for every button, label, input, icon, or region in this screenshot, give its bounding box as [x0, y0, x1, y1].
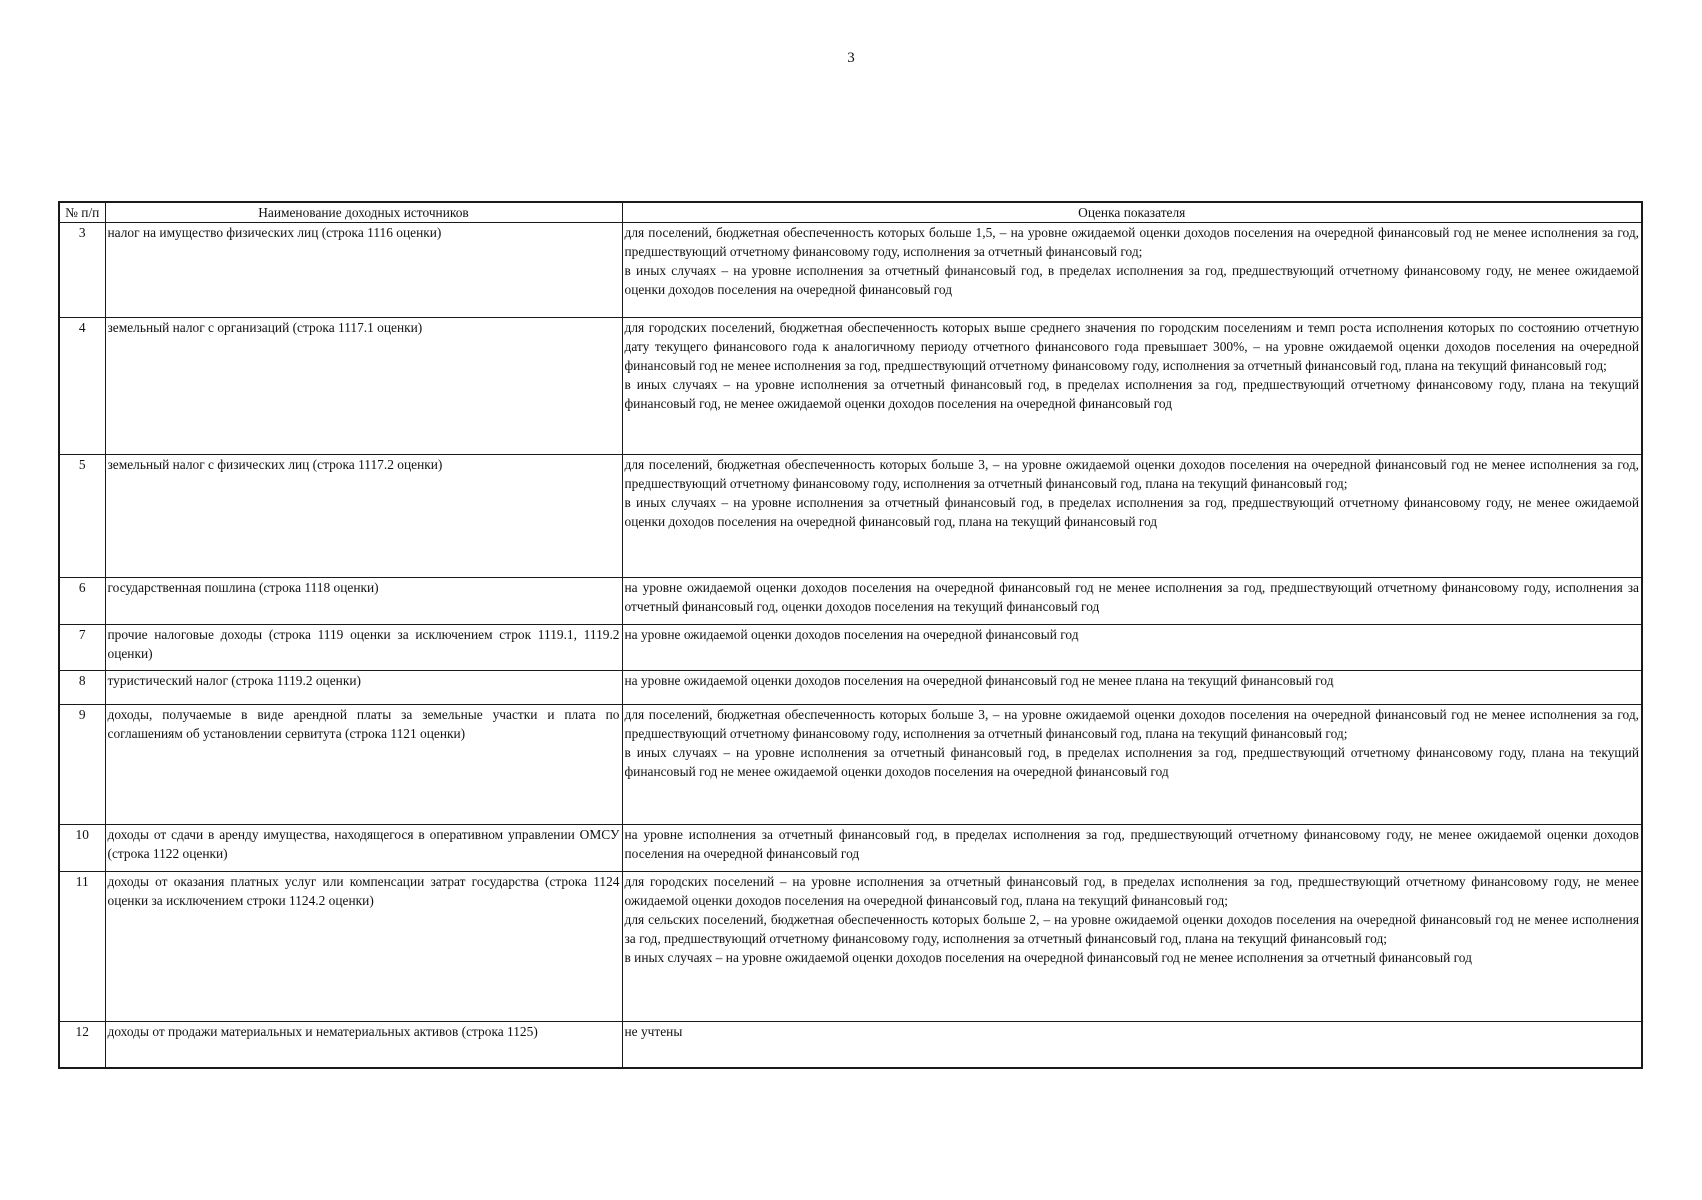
revenue-source-name: государственная пошлина (строка 1118 оценки) — [105, 578, 622, 625]
row-number: 11 — [59, 872, 105, 1022]
revenue-source-name: доходы от оказания платных услуг или компенсации затрат государства (строка 1124 оценки за исключением строки 1124.2 оценки) — [105, 872, 622, 1022]
evaluation-paragraph: для поселений, бюджетная обеспеченность которых больше 1,5, – на уровне ожидаемой оценки доходов поселения на очередной финансовый год не менее исполнения за год, предшествующий отчетному финансовому году, исполнения за отчетный финансовый год; — [624, 225, 1639, 259]
evaluation-cell — [622, 625, 1642, 671]
table-header-row — [59, 202, 1642, 223]
revenue-source-name: земельный налог с физических лиц (строка 1117.2 оценки) — [105, 455, 622, 578]
evaluation-cell — [622, 671, 1642, 705]
evaluation-cell — [622, 825, 1642, 872]
evaluation-paragraph: в иных случаях – на уровне исполнения за отчетный финансовый год, в пределах исполнения за год, предшествующий отчетному финансовому году, не менее ожидаемой оценки доходов поселения на очередной финансовый год, плана на текущий финансовый год — [624, 495, 1639, 529]
revenue-source-name: земельный налог с организаций (строка 1117.1 оценки) — [105, 318, 622, 455]
evaluation-cell — [622, 455, 1642, 578]
row-number: 5 — [59, 455, 105, 578]
table-row — [59, 223, 1642, 318]
table-row — [59, 578, 1642, 625]
table-row — [59, 705, 1642, 825]
table-row — [59, 455, 1642, 578]
evaluation-paragraph: в иных случаях – на уровне ожидаемой оценки доходов поселения на очередной финансовый год не менее исполнения за отчетный финансовый год — [624, 950, 1472, 965]
evaluation-paragraph: для сельских поселений, бюджетная обеспеченность которых больше 2, – на уровне ожидаемой оценки доходов поселения на очередной финансовый год не менее исполнения за год, предшествующий отчетному финансовому году, исполнения за отчетный финансовый год, плана на текущий финансовый год; — [624, 912, 1639, 946]
evaluation-paragraph: на уровне ожидаемой оценки доходов поселения на очередной финансовый год не менее плана на текущий финансовый год — [624, 673, 1334, 688]
evaluation-paragraph: для поселений, бюджетная обеспеченность которых больше 3, – на уровне ожидаемой оценки доходов поселения на очередной финансовый год не менее исполнения за год, предшествующий отчетному финансовому году, исполнения за отчетный финансовый год, плана на текущий финансовый год; — [624, 707, 1639, 741]
row-number: 3 — [59, 223, 105, 318]
row-number: 10 — [59, 825, 105, 872]
header-revenue-source: Наименование доходных источников — [105, 202, 622, 223]
revenue-source-name: доходы, получаемые в виде арендной платы за земельные участки и плата по соглашениям об установлении сервитута (строка 1121 оценки) — [105, 705, 622, 825]
revenue-source-name: налог на имущество физических лиц (строка 1116 оценки) — [105, 223, 622, 318]
row-number: 12 — [59, 1022, 105, 1068]
revenue-source-name: доходы от продажи материальных и нематериальных активов (строка 1125) — [105, 1022, 622, 1068]
table-row — [59, 318, 1642, 455]
page-number: 3 — [847, 50, 855, 66]
evaluation-paragraph: для поселений, бюджетная обеспеченность которых больше 3, – на уровне ожидаемой оценки доходов поселения на очередной финансовый год не менее исполнения за год, предшествующий отчетному финансовому году, исполнения за отчетный финансовый год, плана на текущий финансовый год; — [624, 457, 1639, 491]
evaluation-paragraph: в иных случаях – на уровне исполнения за отчетный финансовый год, в пределах исполнения за год, предшествующий отчетному финансовому году, плана на текущий финансовый год, не менее ожидаемой оценки доходов поселения на очередной финансовый год — [624, 377, 1639, 411]
row-number: 4 — [59, 318, 105, 455]
table-row — [59, 671, 1642, 705]
evaluation-paragraph: на уровне исполнения за отчетный финансовый год, в пределах исполнения за год, предшествующий отчетному финансовому году, не менее ожидаемой оценки доходов поселения на очередной финансовый год — [624, 827, 1639, 861]
evaluation-paragraph: на уровне ожидаемой оценки доходов поселения на очередной финансовый год не менее исполнения за год, предшествующий отчетному финансовому году, исполнения за отчетный финансовый год, оценки доходов поселения на текущий финансовый год — [624, 580, 1639, 614]
row-number: 6 — [59, 578, 105, 625]
evaluation-paragraph: на уровне ожидаемой оценки доходов поселения на очередной финансовый год — [624, 627, 1079, 642]
evaluation-cell — [622, 705, 1642, 825]
evaluation-cell — [622, 872, 1642, 1022]
row-number: 9 — [59, 705, 105, 825]
evaluation-cell — [622, 318, 1642, 455]
revenue-source-name: прочие налоговые доходы (строка 1119 оценки за исключением строк 1119.1, 1119.2 оценки) — [105, 625, 622, 671]
row-number: 8 — [59, 671, 105, 705]
evaluation-cell — [622, 578, 1642, 625]
evaluation-cell — [622, 223, 1642, 318]
evaluation-paragraph: для городских поселений, бюджетная обеспеченность которых выше среднего значения по городским поселениям и темп роста исполнения которых по состоянию отчетную дату текущего финансового года к аналогичному периоду отчетного финансового года превышает 300%, – на уровне ожидаемой оценки доходов поселения на очередной финансовый год не менее исполнения за год, предшествующий отчетному финансовому году, исполнения за отчетный финансовый год, плана на текущий финансовый год; — [624, 320, 1639, 373]
evaluation-cell — [622, 1022, 1642, 1068]
revenue-assessment-table — [58, 201, 1643, 1069]
table-row — [59, 625, 1642, 671]
evaluation-paragraph: в иных случаях – на уровне исполнения за отчетный финансовый год, в пределах исполнения за год, предшествующий отчетному финансовому году, не менее ожидаемой оценки доходов поселения на очередной финансовый год — [624, 263, 1639, 297]
table-row — [59, 825, 1642, 872]
row-number: 7 — [59, 625, 105, 671]
header-number: № п/п — [59, 202, 105, 223]
revenue-source-name: доходы от сдачи в аренду имущества, находящегося в оперативном управлении ОМСУ (строка 1122 оценки) — [105, 825, 622, 872]
table-row — [59, 872, 1642, 1022]
evaluation-paragraph: для городских поселений – на уровне исполнения за отчетный финансовый год, в пределах исполнения за год, предшествующий отчетному финансовому году, не менее ожидаемой оценки доходов поселения на очередной финансовый год, плана на текущий финансовый год; — [624, 874, 1639, 908]
evaluation-paragraph: не учтены — [624, 1024, 683, 1039]
header-evaluation: Оценка показателя — [622, 202, 1642, 223]
evaluation-paragraph: в иных случаях – на уровне исполнения за отчетный финансовый год, в пределах исполнения за год, предшествующий отчетному финансовому году, плана на текущий финансовый год не менее ожидаемой оценки доходов поселения на очередной финансовый год — [624, 745, 1639, 779]
table-row — [59, 1022, 1642, 1068]
revenue-source-name: туристический налог (строка 1119.2 оценки) — [105, 671, 622, 705]
